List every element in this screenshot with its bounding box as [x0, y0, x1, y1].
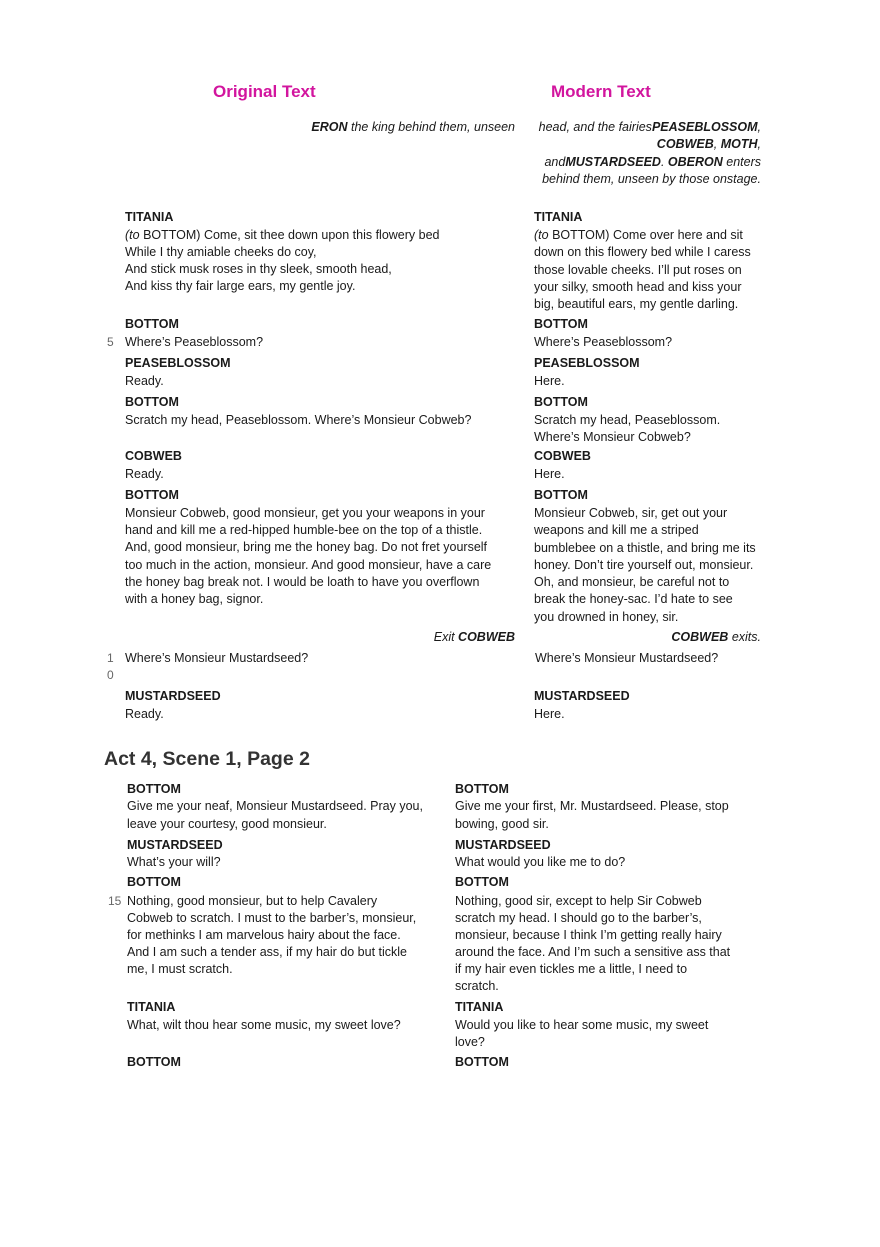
- modern-line: around the face. And I’m such a sensitive ass that: [455, 945, 731, 959]
- original-line: Cobweb to scratch. I must to the barber’s, monsieur,: [127, 911, 417, 925]
- speaker-name: BOTTOM: [127, 1055, 181, 1069]
- modern-line: scratch.: [455, 979, 499, 993]
- modern-line: Here.: [534, 467, 565, 481]
- original-line: Ready.: [125, 374, 164, 388]
- speaker-name: BOTTOM: [455, 1055, 509, 1069]
- original-line: While I thy amiable cheeks do coy,: [125, 245, 317, 259]
- speaker-name: TITANIA: [455, 1000, 504, 1014]
- speaker-name: PEASEBLOSSOM: [125, 356, 231, 370]
- original-text-header: Original Text: [213, 82, 316, 101]
- original-line: And, good monsieur, bring me the honey bag. Do not fret yourself: [125, 540, 488, 554]
- speaker-name: MUSTARDSEED: [125, 689, 221, 703]
- line-number: 0: [107, 668, 114, 682]
- original-stage-direction: Exit COBWEB: [433, 630, 515, 644]
- original-line: hand and kill me a red-hipped humble-bee on the top of a thistle.: [125, 523, 483, 537]
- original-line: with a honey bag, signor.: [125, 592, 264, 606]
- original-line: leave your courtesy, good monsieur.: [127, 817, 327, 831]
- modern-line: What would you like me to do?: [455, 855, 626, 869]
- speaker-name: BOTTOM: [534, 488, 588, 502]
- modern-line: Give me your first, Mr. Mustardseed. Please, stop: [455, 799, 729, 813]
- original-line: Where’s Monsieur Mustardseed?: [125, 651, 309, 665]
- modern-passage: Monsieur Cobweb, sir, get out your weapons and kill me a striped bumblebee on a thistle, and bring me its honey. Don’t tire yourself out, monsieur. Oh, and monsieur, be careful not to break the honey-sac. I’d hate to see you drowned in honey, sir.: [534, 506, 756, 624]
- original-line: Give me your neaf, Monsieur Mustardseed. Pray you,: [127, 799, 423, 813]
- speaker-name: MUSTARDSEED: [534, 689, 630, 703]
- speaker-name: TITANIA: [125, 210, 174, 224]
- speaker-name: BOTTOM: [534, 317, 588, 331]
- original-line: And I am such a tender ass, if my hair do but tickle: [127, 945, 407, 959]
- speaker-name: PEASEBLOSSOM: [534, 356, 640, 370]
- speaker-name: MUSTARDSEED: [127, 838, 223, 852]
- modern-line: Here.: [534, 374, 565, 388]
- modern-line: love?: [455, 1035, 485, 1049]
- speaker-name: MUSTARDSEED: [455, 838, 551, 852]
- modern-line: monsieur, because I think I’m getting really hairy: [455, 928, 722, 942]
- scene-title: Act 4, Scene 1, Page 2: [104, 748, 310, 770]
- speaker-name: BOTTOM: [127, 782, 181, 796]
- original-line: Ready.: [125, 467, 164, 481]
- modern-line: Here.: [534, 707, 565, 721]
- speaker-name: BOTTOM: [534, 395, 588, 409]
- original-line: What, wilt thou hear some music, my sweet love?: [127, 1018, 401, 1032]
- original-line: me, I must scratch.: [127, 962, 233, 976]
- speaker-name: BOTTOM: [127, 875, 181, 889]
- speaker-name: COBWEB: [125, 449, 182, 463]
- modern-line: Would you like to hear some music, my sweet: [455, 1018, 709, 1032]
- modern-line: scratch my head. I should go to the barber’s,: [455, 911, 702, 925]
- original-line: (to BOTTOM) Come, sit thee down upon this flowery bed: [125, 228, 440, 242]
- line-number: 15: [108, 894, 122, 908]
- modern-passage: (to BOTTOM) Come over here and sit down on this flowery bed while I caress those lovable cheeks. I’ll put roses on your silky, smooth head and kiss your big, beautiful ears, my gentle darling.: [534, 228, 751, 312]
- modern-passage: Scratch my head, Peaseblossom. Where’s Monsieur Cobweb?: [534, 413, 721, 445]
- modern-line: Where’s Monsieur Mustardseed?: [535, 651, 719, 665]
- original-line: Scratch my head, Peaseblossom. Where’s Monsieur Cobweb?: [125, 413, 472, 427]
- modern-line: if my hair even tickles me a little, I need to: [455, 962, 688, 976]
- original-line: What’s your will?: [127, 855, 221, 869]
- original-line: And stick musk roses in thy sleek, smooth head,: [125, 262, 392, 276]
- speaker-name: BOTTOM: [455, 782, 509, 796]
- original-stage-direction: ERON the king behind them, unseen: [311, 120, 515, 134]
- original-line: the honey bag break not. I would be loath to have you overflown: [125, 575, 480, 589]
- speaker-name: TITANIA: [127, 1000, 176, 1014]
- line-number: 1: [107, 651, 114, 665]
- speaker-name: COBWEB: [534, 449, 591, 463]
- original-line: Nothing, good monsieur, but to help Cavalery: [127, 894, 378, 908]
- original-line: too much in the action, monsieur. And good monsieur, have a care: [125, 558, 492, 572]
- speaker-name: BOTTOM: [455, 875, 509, 889]
- speaker-name: BOTTOM: [125, 488, 179, 502]
- original-line: Ready.: [125, 707, 164, 721]
- speaker-name: BOTTOM: [125, 395, 179, 409]
- original-line: Monsieur Cobweb, good monsieur, get you your weapons in your: [125, 506, 485, 520]
- modern-text-header: Modern Text: [551, 82, 651, 101]
- speaker-name: BOTTOM: [125, 317, 179, 331]
- original-line: And kiss thy fair large ears, my gentle joy.: [125, 279, 356, 293]
- modern-line: Where’s Peaseblossom?: [534, 335, 673, 349]
- modern-line: Nothing, good sir, except to help Sir Cobweb: [455, 894, 702, 908]
- modern-stage-direction: head, and the fairiesPEASEBLOSSOM, COBWEB, MOTH, andMUSTARDSEED. OBERON enters behind them, unseen by those onstage.: [538, 120, 761, 186]
- modern-line: bowing, good sir.: [455, 817, 549, 831]
- original-line: for methinks I am marvelous hairy about the face.: [127, 928, 401, 942]
- original-line: Where’s Peaseblossom?: [125, 335, 264, 349]
- modern-stage-direction: COBWEB exits.: [671, 630, 761, 644]
- line-number: 5: [107, 335, 114, 349]
- speaker-name: TITANIA: [534, 210, 583, 224]
